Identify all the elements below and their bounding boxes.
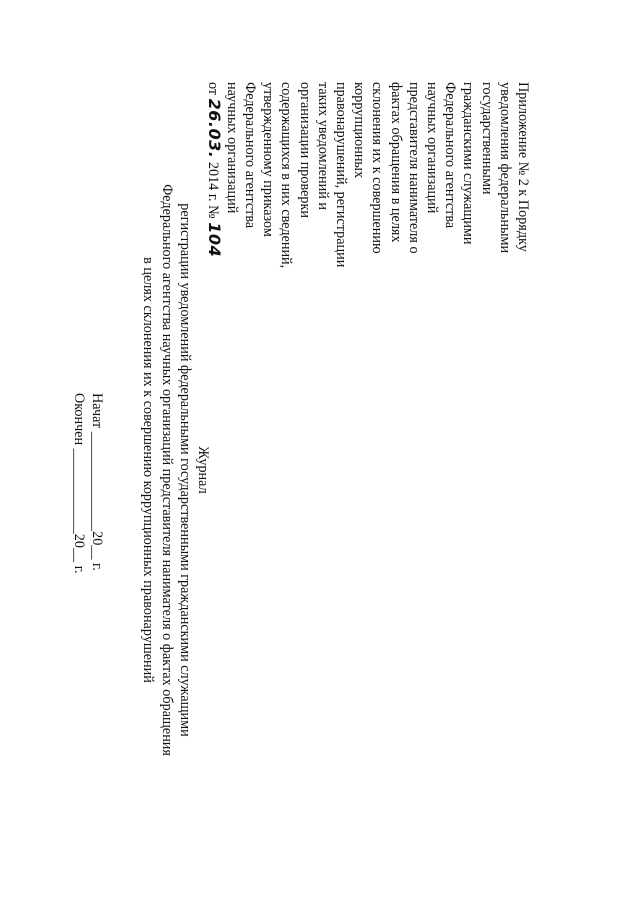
appendix-header	[203, 82, 532, 382]
appendix-line: научных организаций	[223, 82, 240, 214]
appendix-line: правонарушений, регистрации	[332, 82, 349, 268]
appendix-line: склонения их к совершению	[369, 82, 386, 254]
number-prefix: №	[204, 205, 221, 219]
appendix-line: Федерального агентства	[442, 82, 459, 229]
journal-subtitle-line: Федерального агентства научных организаций представителя нанимателя о фактах обращения	[158, 184, 175, 756]
appendix-line: коррупционных	[351, 82, 368, 179]
date-prefix: от	[204, 82, 221, 96]
journal-title-block	[139, 160, 212, 780]
journal-dates	[70, 393, 106, 653]
finished-date-line: Окончен ____________20__ г.	[70, 393, 87, 574]
appendix-line: научных организаций	[423, 82, 440, 214]
appendix-line: фактах обращения в целях	[387, 82, 404, 243]
appendix-line: организации проверки	[296, 82, 313, 218]
handwritten-date: 26.03.	[204, 98, 224, 159]
appendix-line: Федерального агентства	[241, 82, 258, 229]
journal-title: Журнал	[195, 446, 211, 494]
date-year: 2014 г.	[204, 161, 221, 202]
appendix-line: уведомления федеральными	[496, 82, 513, 254]
journal-subtitle-line: в целях склонения их к совершению коррупционных правонарушений	[140, 257, 157, 683]
handwritten-number: 104	[204, 222, 224, 258]
appendix-line: гражданскими служащими	[460, 82, 477, 245]
appendix-line: Приложение № 2 к Порядку	[515, 82, 531, 252]
appendix-line: содержащихся в них сведений,	[278, 82, 295, 269]
appendix-line: таких уведомлений и	[314, 82, 331, 210]
appendix-line: утвержденному приказом	[260, 82, 277, 237]
journal-subtitle-line: регистрации уведомлений федеральными государственными гражданскими служащими	[176, 203, 193, 737]
appendix-line: государственными	[478, 82, 495, 195]
appendix-line: представителя нанимателя о	[405, 82, 422, 254]
started-date-line: Начат ______________20__ г.	[89, 393, 105, 571]
